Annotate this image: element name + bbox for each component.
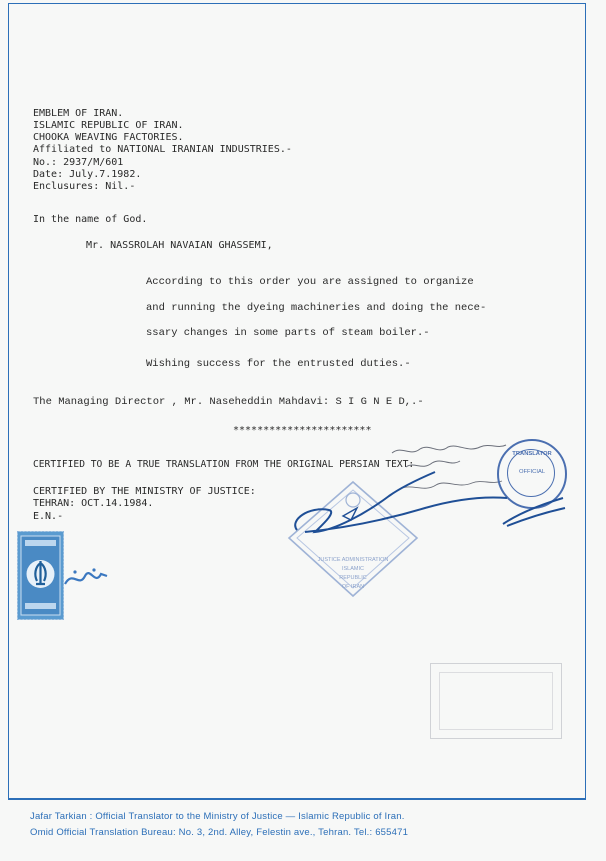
stamp-islamic-text: ISLAMIC [341, 566, 364, 572]
body-line-4: Wishing success for the entrusted duties.- [146, 358, 411, 370]
header-line-republic: ISLAMIC REPUBLIC OF IRAN. [33, 120, 184, 131]
round-stamp-mid-text: OFFICIAL [518, 469, 546, 475]
separator-stars: *********************** [233, 425, 372, 436]
greeting: In the name of God. [33, 214, 148, 225]
body-line-2: and running the dyeing machineries and doing the nece- [146, 302, 487, 314]
stamp-overprint-scribble [63, 562, 109, 594]
body-line-3: ssary changes in some parts of steam boiler.- [146, 327, 430, 339]
round-stamp-top-text: TRANSLATOR [512, 451, 552, 457]
header-line-affiliation: Affiliated to NATIONAL IRANIAN INDUSTRIES.- [33, 144, 292, 155]
header-line-enclosures: Enclusures: Nil.- [33, 181, 136, 192]
footer-translator-line: Jafar Tarkian : Official Translator to the Ministry of Justice — Islamic Republic of Iran. [30, 811, 405, 822]
signature-scribble [285, 468, 570, 548]
revenue-stamp [17, 531, 64, 620]
signature-line: The Managing Director , Mr. Naseheddin Mahdavi: S I G N E D,.- [33, 396, 424, 408]
faded-stamp-inner [439, 672, 553, 730]
certification-title: CERTIFIED TO BE A TRUE TRANSLATION FROM THE ORIGINAL PERSIAN TEXT: [33, 459, 415, 470]
body-line-1: According to this order you are assigned to organize [146, 276, 474, 288]
addressee: Mr. NASSROLAH NAVAIAN GHASSEMI, [86, 240, 273, 251]
footer-bureau-line: Omid Official Translation Bureau: No. 3, 2nd. Alley, Felestin ave., Tehran. Tel.: 655471 [30, 827, 409, 838]
certification-date: TEHRAN: OCT.14.1984. [33, 498, 154, 509]
revenue-stamp-graphic [17, 531, 64, 620]
certification-en: E.N.- [33, 511, 64, 522]
header-line-company: CHOOKA WEAVING FACTORIES. [33, 132, 184, 143]
faded-rectangular-stamp [430, 663, 562, 739]
header-line-number: No.: 2937/M/601 [33, 157, 124, 168]
stamp-republic-text: REPUBLIC [339, 575, 367, 581]
header-line-date: Date: July.7.1982. [33, 169, 142, 180]
page-border-bottom [8, 798, 586, 800]
stamp-of-iran-text: OF IRAN [341, 584, 365, 590]
certification-ministry: CERTIFIED BY THE MINISTRY OF JUSTICE: [33, 486, 256, 497]
stamp-justice-text: JUSTICE ADMINISTRATION [317, 557, 389, 563]
header-line-emblem: EMBLEM OF IRAN. [33, 108, 124, 119]
